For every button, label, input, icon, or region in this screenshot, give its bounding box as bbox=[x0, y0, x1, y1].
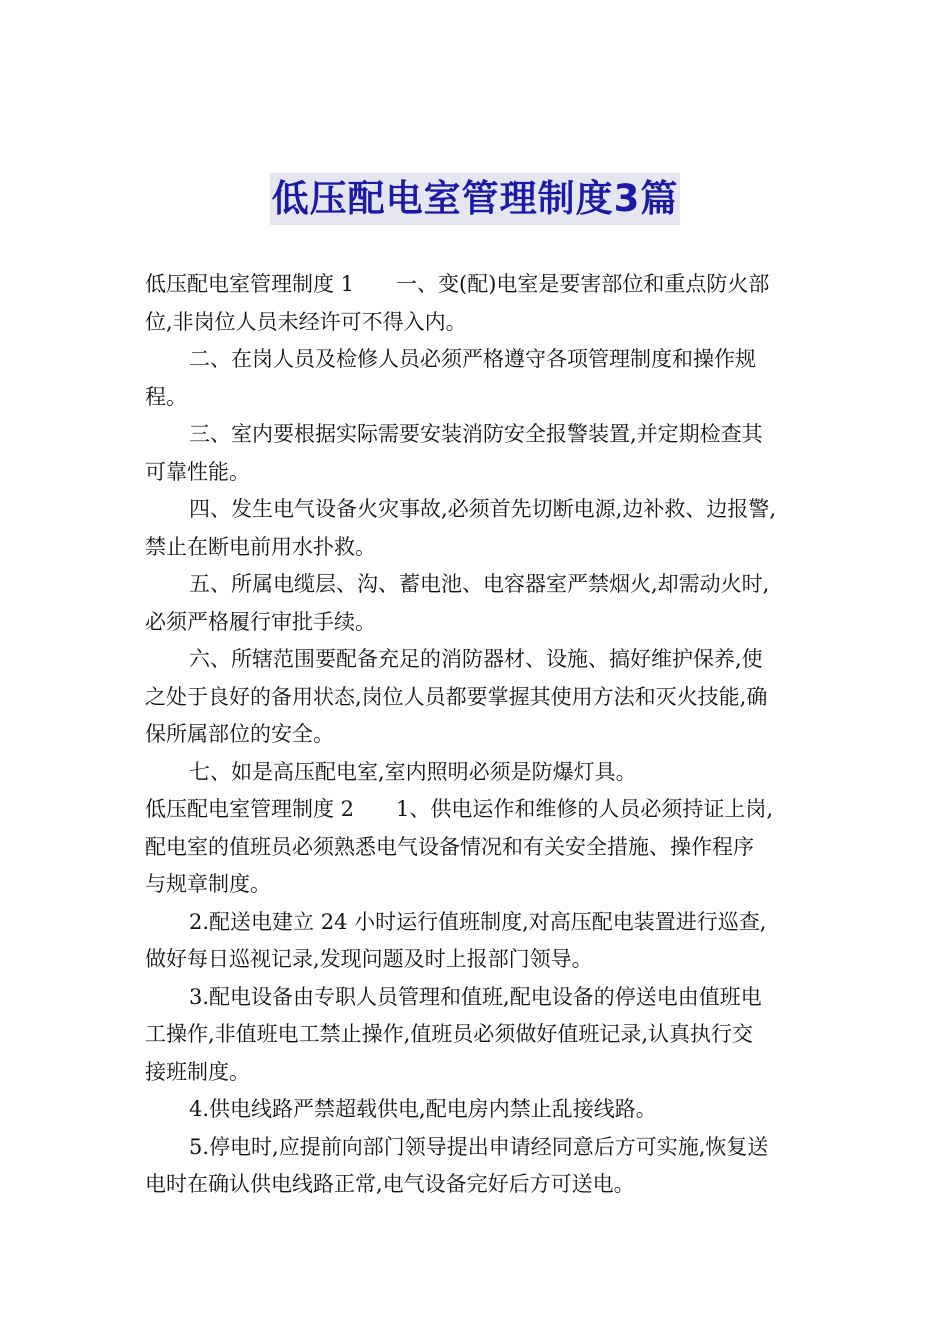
document-line: 2.配送电建立 24 小时运行值班制度,对高压配电装置进行巡查, bbox=[189, 909, 767, 934]
document-line: 配电室的值班员必须熟悉电气设备情况和有关安全措施、操作程序 bbox=[145, 834, 754, 859]
document-line: 接班制度。 bbox=[145, 1059, 250, 1084]
document-line: 三、室内要根据实际需要安装消防安全报警装置,并定期检查其 bbox=[189, 422, 763, 446]
document-title: 低压配电室管理制度3篇 bbox=[270, 173, 681, 225]
document-line: 保所属部位的安全。 bbox=[145, 722, 334, 746]
document-line: 七、如是高压配电室,室内照明必须是防爆灯具。 bbox=[189, 759, 637, 784]
document-line: 低压配电室管理制度 2 1、供电运作和维修的人员必须持证上岗, bbox=[145, 797, 774, 821]
document-title-block bbox=[0, 173, 950, 225]
document-line: 六、所辖范围要配备充足的消防器材、设施、搞好维护保养,使 bbox=[189, 647, 763, 671]
document-line: 4.供电线路严禁超载供电,配电房内禁止乱接线路。 bbox=[189, 1097, 657, 1121]
document-line: 5.停电时,应提前向部门领导提出申请经同意后方可实施,恢复送 bbox=[189, 1134, 769, 1159]
document-line: 之处于良好的备用状态,岗位人员都要掌握其使用方法和灭火技能,确 bbox=[145, 684, 768, 709]
document-line: 五、所属电缆层、沟、蓄电池、电容器室严禁烟火,却需动火时, bbox=[189, 572, 770, 596]
document-line: 四、发生电气设备火灾事故,必须首先切断电源,边补救、边报警, bbox=[189, 497, 777, 521]
document-line: 与规章制度。 bbox=[145, 872, 271, 896]
document-line: 做好每日巡视记录,发现问题及时上报部门领导。 bbox=[145, 947, 593, 971]
document-line: 可靠性能。 bbox=[145, 459, 250, 484]
document-line: 低压配电室管理制度 1 一、变(配)电室是要害部位和重点防火部 bbox=[145, 272, 770, 296]
document-line: 3.配电设备由专职人员管理和值班,配电设备的停送电由值班电 bbox=[189, 984, 762, 1009]
document-line: 禁止在断电前用水扑救。 bbox=[145, 534, 376, 559]
document-line: 程。 bbox=[145, 384, 187, 409]
document-line: 二、在岗人员及检修人员必须严格遵守各项管理制度和操作规 bbox=[189, 347, 756, 371]
document-line: 必须严格履行审批手续。 bbox=[145, 609, 376, 634]
document-line: 工操作,非值班电工禁止操作,值班员必须做好值班记录,认真执行交 bbox=[145, 1022, 754, 1046]
document-line: 电时在确认供电线路正常,电气设备完好后方可送电。 bbox=[145, 1172, 635, 1196]
document-body bbox=[145, 266, 813, 1204]
document-line: 位,非岗位人员未经许可不得入内。 bbox=[145, 309, 467, 334]
